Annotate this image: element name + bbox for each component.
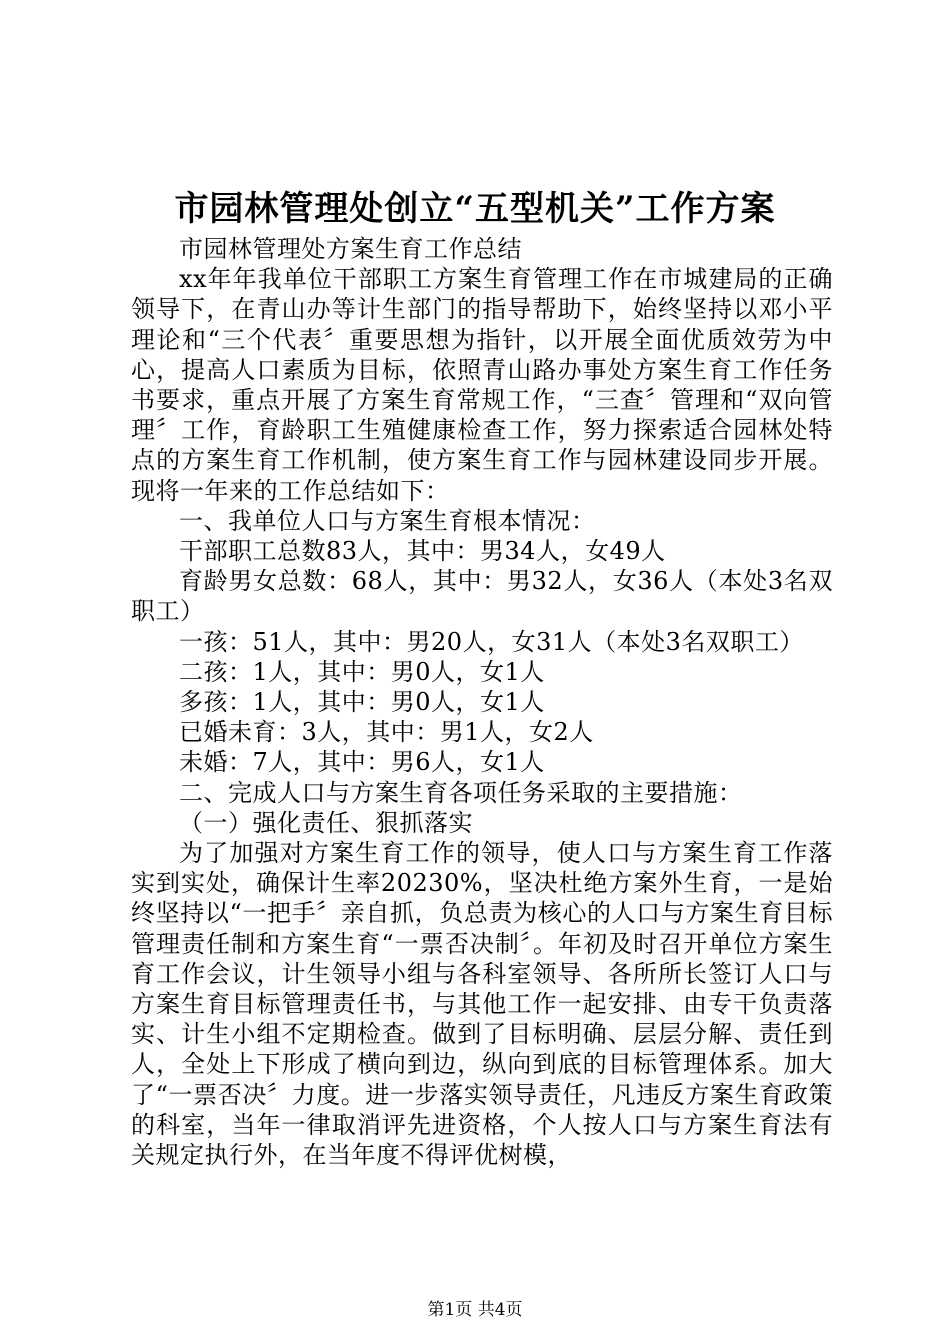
body-paragraph: 一、我单位人口与方案生育根本情况： <box>179 506 596 535</box>
body-paragraph: （一）强化责任、狠抓落实 <box>179 808 473 837</box>
body-paragraph: xx年年我单位干部职工方案生育管理工作在市城建局的正确领导下，在青山办等计生部门的指导帮助下，始终坚持以邓小平理论和“三个代表〞重要思想为指针，以开展全面优质效劳为中心，提高人口素质为目标，依照青山路办事处方案生育工作任务书要求，重点开展了方案生育常规工作，“三查〞管理和“双向管理〞工作，育龄职工生殖健康检查工作，努力探索适合园林处特点的方案生育工作机制，使方案生育工作与园林建设同步开展。现将一年来的工作总结如下： <box>131 265 833 505</box>
body-paragraph: 育龄男女总数：68人，其中：男32人，女36人（本处3名双职工） <box>131 567 833 626</box>
body-paragraph: 一孩：51人，其中：男20人，女31人（本处3名双职工） <box>179 627 804 656</box>
body-paragraph: 多孩：1人，其中：男0人，女1人 <box>179 688 545 717</box>
body-paragraph: 市园林管理处方案生育工作总结 <box>179 235 522 263</box>
page-number-footer: 第1页 共4页 <box>427 1300 523 1320</box>
body-paragraph: 二、完成人口与方案生育各项任务采取的主要措施： <box>179 778 743 807</box>
body-paragraph: 已婚未育：3人，其中：男1人，女2人 <box>179 718 594 747</box>
body-paragraph: 为了加强对方案生育工作的领导，使人口与方案生育工作落实到实处，确保计生率20230%，坚决杜绝方案外生育，一是始终坚持以“一把手〞亲自抓，负总责为核心的人口与方案生育目标管理责任制和方案生育“一票否决制〞。年初及时召开单位方案生育工作会议，计生领导小组与各科室领导、各所所长签订人口与方案生育目标管理责任书，与其他工作一起安排、由专干负责落实、计生小组不定期检查。做到了目标明确、层层分解、责任到人，全处上下形成了横向到边，纵向到底的目标管理体系。加大了“一票否决〞力度。进一步落实领导责任，凡违反方案生育政策的科室，当年一律取消评先进资格，个人按人口与方案生育法有关规定执行外，在当年度不得评优树模， <box>131 839 833 1170</box>
body-paragraph: 未婚：7人，其中：男6人，女1人 <box>179 748 545 777</box>
document-body <box>131 234 833 1170</box>
body-paragraph: 二孩：1人，其中：男0人，女1人 <box>179 657 545 686</box>
document-title: 市园林管理处创立“五型机关”工作方案 <box>174 189 776 229</box>
body-paragraph: 干部职工总数83人，其中：男34人，女49人 <box>179 537 666 566</box>
